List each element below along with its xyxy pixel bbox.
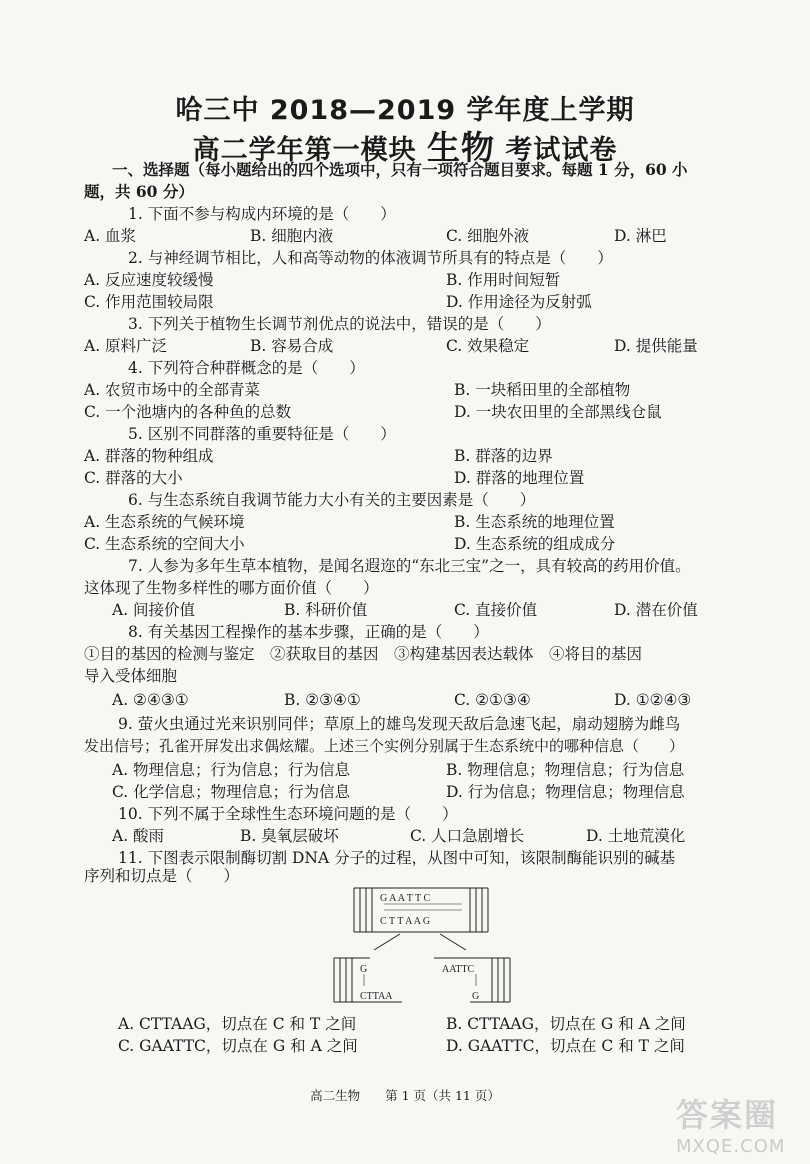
watermark-logo-text: 答案圈 [676,1096,779,1134]
restriction-enzyme-diagram [330,880,530,1010]
right-fragment-bottom: G [472,991,480,1002]
q4-option-c: C. 一个池塘内的各种鱼的总数 [84,403,292,421]
q10-option-a: A. 酸雨 [112,827,165,845]
q8-option-c: C. ②①③④ [454,691,531,709]
q9-option-d: D. 行为信息；物理信息；物理信息 [446,783,685,801]
q1-option-b: B. 细胞内液 [250,227,334,245]
question-11-line1: 11. 下图表示限制酶切割 DNA 分子的过程，从图中可知，该限制酶能识别的碱基 [118,849,676,867]
q10-option-b: B. 臭氧层破坏 [240,827,339,845]
title-subject: 生物 [427,128,495,167]
q2-option-c: C. 作用范围较局限 [84,293,214,311]
q11-option-b: B. CTTAAG，切点在 G 和 A 之间 [446,1015,686,1033]
question-8-steps-line1: ①目的基因的检测与鉴定 ②获取目的基因 ③构建基因表达载体 ④将目的基因 [84,645,643,663]
question-4: 4. 下列符合种群概念的是（ ） [128,359,365,377]
q11-option-d: D. GAATTC，切点在 C 和 T 之间 [446,1037,685,1055]
question-8: 8. 有关基因工程操作的基本步骤，正确的是（ ） [128,623,489,641]
q7-option-a: A. 间接价值 [112,601,196,619]
q5-option-c: C. 群落的大小 [84,469,183,487]
q2-option-b: B. 作用时间短暂 [446,271,561,289]
dna-bottom-strand: C T T A A G [380,916,431,927]
question-6: 6. 与生态系统自我调节能力大小有关的主要因素是（ ） [128,491,536,509]
q10-option-c: C. 人口急剧增长 [410,827,525,845]
question-9-line1: 9. 萤火虫通过光来识别同伴；草原上的雄鸟发现天敌后急速飞起，扇动翅膀为雌鸟 [118,715,681,733]
q11-option-c: C. GAATTC，切点在 G 和 A 之间 [118,1037,358,1055]
q7-option-d: D. 潜在价值 [614,601,698,619]
q1-option-d: D. 淋巴 [614,227,667,245]
q3-option-b: B. 容易合成 [250,337,334,355]
q4-option-d: D. 一块农田里的全部黑线仓鼠 [454,403,662,421]
question-10: 10. 下列不属于全球性生态环境问题的是（ ） [118,805,458,823]
q7-option-c: C. 直接价值 [454,601,538,619]
q6-option-d: D. 生态系统的组成成分 [454,535,616,553]
exam-title-line1: 哈三中 2018—2019 学年度上学期 [175,95,635,126]
q5-option-b: B. 群落的边界 [454,447,553,465]
question-11-line2: 序列和切点是（ ） [84,867,240,885]
q6-option-b: B. 生态系统的地理位置 [454,513,615,531]
title-part-a: 高二学年第一模块 [192,135,427,166]
q11-option-a: A. CTTAAG，切点在 C 和 T 之间 [118,1015,357,1033]
q3-option-c: C. 效果稳定 [446,337,530,355]
q8-option-b: B. ②③④① [284,691,361,709]
question-3: 3. 下列关于植物生长调节剂优点的说法中，错误的是（ ） [128,315,551,333]
q2-option-d: D. 作用途径为反射弧 [446,293,592,311]
q7-option-b: B. 科研价值 [284,601,368,619]
watermark-url: MXQE.COM [676,1136,786,1157]
q3-option-a: A. 原料广泛 [84,337,168,355]
left-fragment-top: G [360,964,368,975]
q4-option-b: B. 一块稻田里的全部植物 [454,381,631,399]
question-2: 2. 与神经调节相比，人和高等动物的体液调节所具有的特点是（ ） [128,249,613,267]
left-fragment-bottom: CTTAA [360,991,393,1002]
q10-option-d: D. 土地荒漠化 [586,827,686,845]
question-5: 5. 区别不同群落的重要特征是（ ） [128,425,396,443]
question-1: 1. 下面不参与构成内环境的是（ ） [128,205,396,223]
q2-option-a: A. 反应速度较缓慢 [84,271,214,289]
right-fragment-top: AATTC [442,964,475,975]
q8-option-d: D. ①②④③ [614,691,692,709]
q6-option-c: C. 生态系统的空间大小 [84,535,245,553]
question-7-line2: 这体现了生物多样性的哪方面价值（ ） [84,579,379,597]
dna-top-strand: G A A T T C [380,893,431,904]
q9-option-c: C. 化学信息；物理信息；行为信息 [112,783,351,801]
page-footer: 高二生物 第 1 页（共 11 页） [310,1088,500,1103]
q9-option-a: A. 物理信息；行为信息；行为信息 [112,761,351,779]
question-8-steps-line2: 导入受体细胞 [84,667,178,685]
title-part-c: 考试试卷 [495,135,618,166]
question-7-line1: 7. 人参为多年生草本植物，是闻名遐迩的“东北三宝”之一，具有较高的药用价值。 [128,557,691,575]
section-header-line1: 一、选择题（每小题给出的四个选项中，只有一项符合题目要求。每题 1 分，60 小 [112,160,688,179]
section-header-line2: 题，共 60 分） [84,182,194,201]
q3-option-d: D. 提供能量 [614,337,698,355]
watermark [676,1090,796,1156]
q8-option-a: A. ②④③① [112,691,189,709]
question-9-line2: 发出信号；孔雀开屏发出求偶炫耀。上述三个实例分别属于生态系统中的哪种信息（ ） [84,737,685,755]
q9-option-b: B. 物理信息；物理信息；行为信息 [446,761,685,779]
q1-option-a: A. 血浆 [84,227,137,245]
q1-option-c: C. 细胞外液 [446,227,530,245]
q5-option-d: D. 群落的地理位置 [454,469,585,487]
q4-option-a: A. 农贸市场中的全部青菜 [84,381,261,399]
q5-option-a: A. 群落的物种组成 [84,447,214,465]
q6-option-a: A. 生态系统的气候环境 [84,513,245,531]
